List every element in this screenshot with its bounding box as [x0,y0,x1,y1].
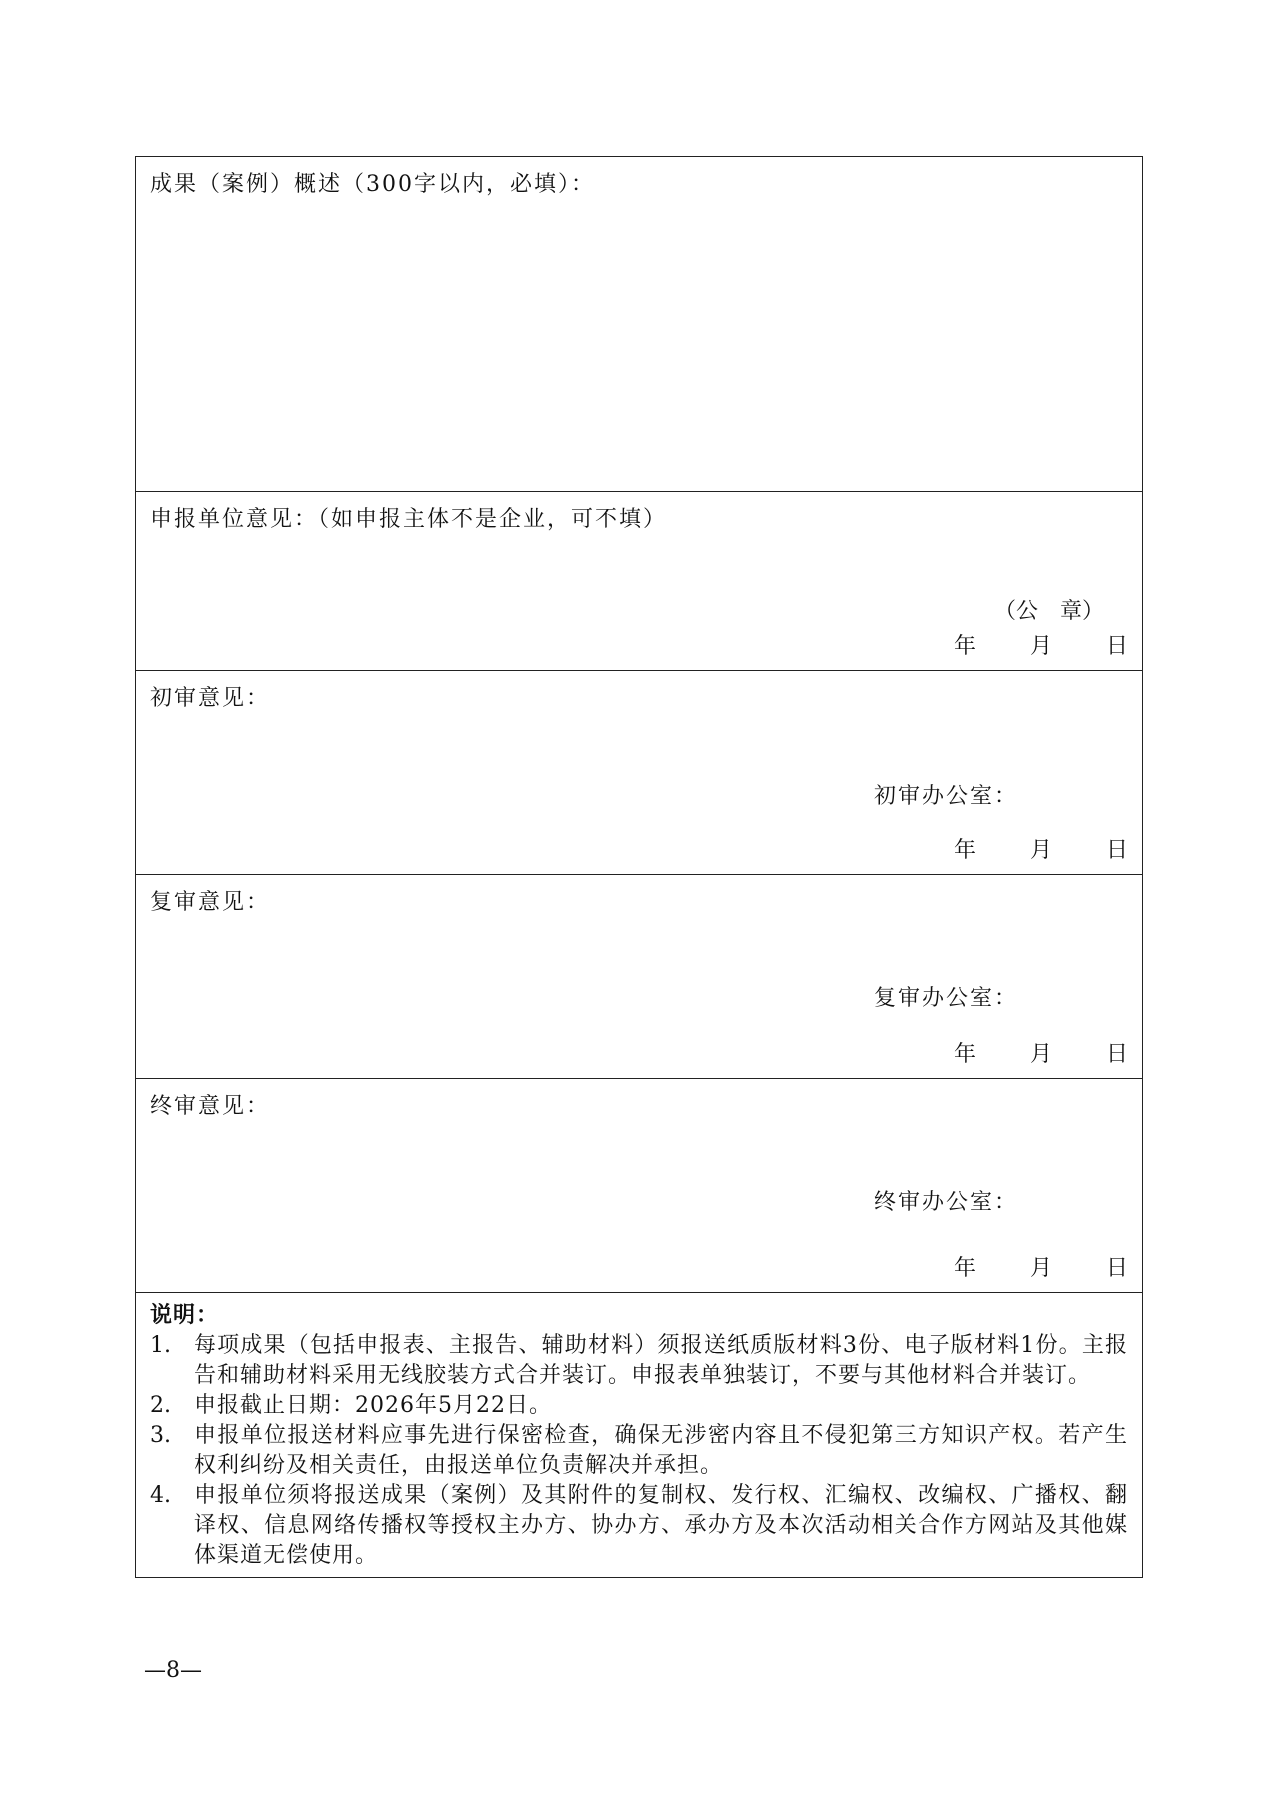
final-review-date [954,1251,1128,1282]
initial-review-row [136,671,1143,875]
date-month: 月 [1029,838,1052,863]
note-number: 3. [150,1423,171,1448]
note-text: 申报单位须将报送成果（案例）及其附件的复制权、发行权、汇编权、改编权、广播权、翻译权、信息网络传播权等授权主办方、协办方、承办方及本次活动相关合作方网站及其他媒体渠道无偿使用。 [194,1483,1128,1568]
applicant-opinion-label: 申报单位意见：（如申报主体不是企业，可不填） [150,507,668,532]
applicant-date [954,629,1128,660]
note-text: 申报单位报送材料应事先进行保密检查，确保无涉密内容且不侵犯第三方知识产权。若产生权利纠纷及相关责任，由报送单位负责解决并承担。 [194,1423,1128,1478]
date-year: 年 [953,634,976,659]
second-review-cell[interactable] [136,875,1143,1079]
final-review-cell[interactable] [136,1079,1143,1293]
summary-cell[interactable] [136,157,1143,492]
note-item [150,1331,1128,1391]
date-month: 月 [1029,1042,1052,1067]
date-month: 月 [1029,1256,1052,1281]
official-seal-text: （公 章） [993,599,1104,624]
initial-review-cell[interactable] [136,671,1143,875]
note-number: 4. [150,1483,171,1508]
final-review-label: 终审意见： [150,1094,271,1119]
note-text: 申报截止日期：2026年5月22日。 [194,1393,552,1418]
date-day: 日 [1105,1256,1128,1281]
applicant-opinion-row [136,492,1143,671]
date-day: 日 [1105,1042,1128,1067]
second-review-date [954,1037,1128,1068]
date-day: 日 [1105,634,1128,659]
date-year: 年 [953,838,976,863]
application-form-table [135,156,1143,1578]
note-item [150,1481,1128,1571]
final-review-office: 终审办公室： [874,1190,1019,1215]
second-review-office: 复审办公室： [874,986,1019,1011]
summary-row [136,157,1143,492]
date-year: 年 [953,1256,976,1281]
second-review-label: 复审意见： [150,890,271,915]
initial-review-office: 初审办公室： [874,784,1019,809]
final-review-row [136,1079,1143,1293]
date-year: 年 [953,1042,976,1067]
notes-section [136,1293,1142,1577]
page-number: —8— [144,1658,202,1683]
note-text: 每项成果（包括申报表、主报告、辅助材料）须报送纸质版材料3份、电子版材料1份。主报告和辅助材料采用无线胶装方式合并装订。申报表单独装订，不要与其他材料合并装订。 [194,1333,1128,1388]
note-item [150,1421,1128,1481]
note-number: 1. [150,1333,171,1358]
notes-row [136,1293,1143,1578]
note-item [150,1391,1128,1421]
initial-review-label: 初审意见： [150,686,271,711]
second-review-row [136,875,1143,1079]
notes-title: 说明： [150,1303,220,1328]
applicant-opinion-cell[interactable] [136,492,1143,671]
initial-review-date [954,833,1128,864]
date-day: 日 [1105,838,1128,863]
date-month: 月 [1029,634,1052,659]
notes-cell [136,1293,1143,1578]
note-number: 2. [150,1393,171,1418]
summary-label: 成果（案例）概述（300字以内，必填）： [150,172,595,197]
